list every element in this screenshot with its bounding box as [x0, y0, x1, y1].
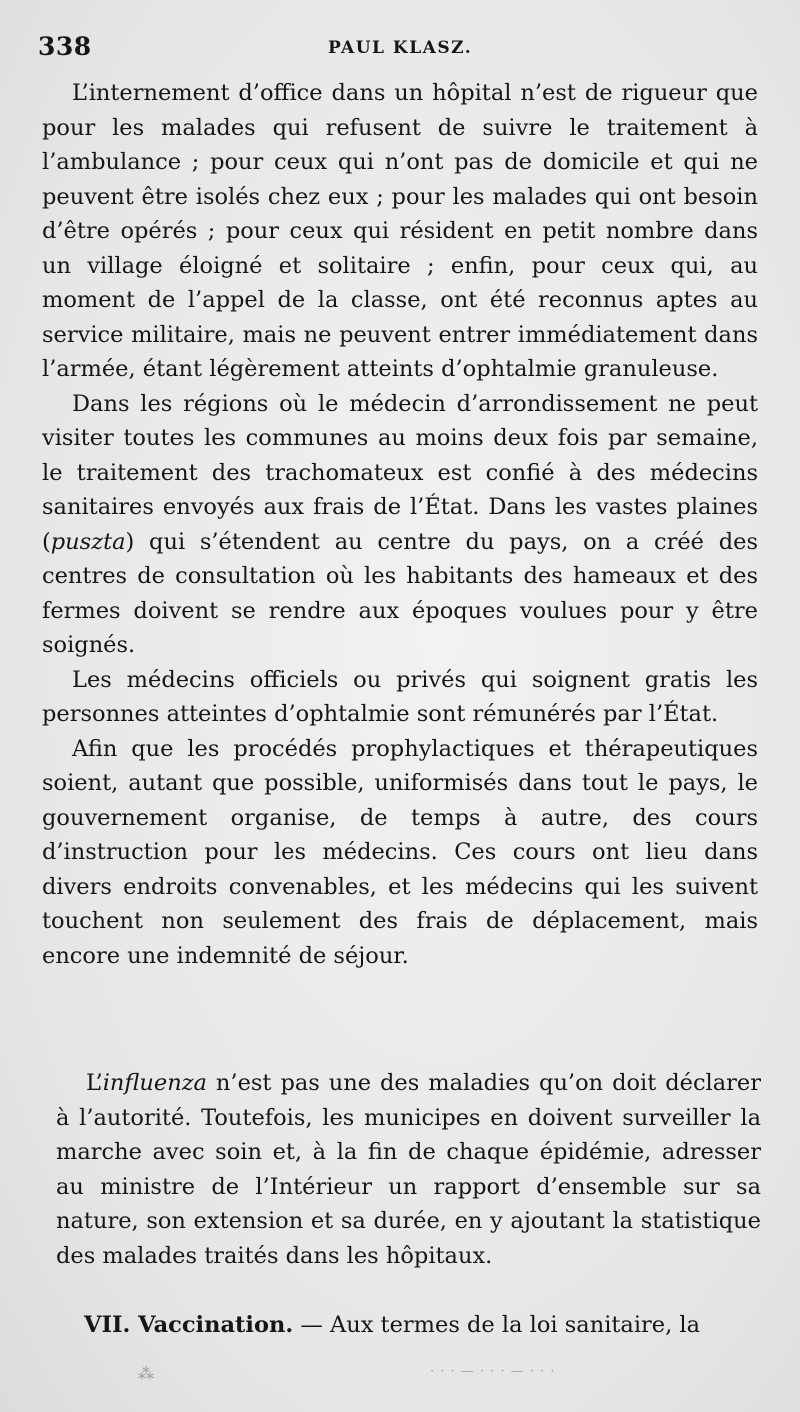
paragraph-regions-text-a: Dans les régions où le médecin d’arrondissement ne peut visiter toutes les communes au moins deux fois par semaine, le traitement des trachomateux est confié à des médecins sanitaires envoyés aux frais de l’État. Dans les vastes plaines ( [42, 390, 758, 555]
footer-imprint: · · · — · · · — · · · [430, 1364, 556, 1379]
influenza-text: n’est pas une des maladies qu’on doit déclarer à l’autorité. Toutefois, les municipes en doivent surveiller la marche avec soin et, à la fin de chaque épidémie, adresser au ministre de l’Intérieur un rapport d’ensemble sur sa nature, son extension et sa durée, en y ajoutant la statistique des malades traités dans les hôpitaux. [56, 1070, 761, 1269]
body-text [42, 76, 758, 973]
running-head: PAUL KLASZ. [328, 38, 473, 58]
section-vaccination [84, 1308, 764, 1342]
footer-signature-mark: ⁂ [138, 1364, 154, 1383]
influenza-italic: influenza [102, 1070, 207, 1096]
page-footer [130, 1364, 710, 1384]
page-header [38, 32, 770, 66]
section-title: VII. Vaccination. [84, 1312, 294, 1338]
influenza-block [56, 1066, 761, 1273]
paragraph-regions [42, 387, 758, 663]
paragraph-regions-text-b: ) qui s’étendent au centre du pays, on a créé des centres de consultation où les habitants des hameaux et des fermes doivent se rendre aux époques voulues pour y être soignés. [42, 528, 758, 658]
section-text: — Aux termes de la loi sanitaire, la [293, 1312, 701, 1338]
paragraph-cours: Afin que les procédés prophylactiques et thérapeutiques soient, autant que possible, uniformisés dans tout le pays, le gouvernement organise, de temps à autre, des cours d’instruction pour les médecins. Ces cours ont lieu dans divers endroits convenables, et les médecins qui les suivent touchent non seulement des frais de déplacement, mais encore une indemnité de séjour. [42, 735, 758, 969]
paragraph-regions-italic: puszta [50, 528, 126, 555]
influenza-prefix: L’ [86, 1070, 103, 1096]
paragraph-remuneration: Les médecins officiels ou privés qui soignent gratis les personnes atteintes d’ophtalmie sont rémunérés par l’État. [42, 666, 758, 727]
page-number: 338 [38, 32, 92, 61]
paragraph-influenza [56, 1066, 761, 1273]
paragraph-internement: L’internement d’office dans un hôpital n’est de rigueur que pour les malades qui refusent de suivre le traitement à l’ambulance ; pour ceux qui n’ont pas de domicile et qui ne peuvent être isolés chez eux ; pour les malades qui ont besoin d’être opérés ; pour ceux qui résident en petit nombre dans un village éloigné et solitaire ; enfin, pour ceux qui, au moment de l’appel de la classe, ont été reconnus aptes au service militaire, mais ne peuvent entrer immédiatement dans l’armée, étant légèrement atteints d’ophtalmie granuleuse. [42, 80, 758, 382]
